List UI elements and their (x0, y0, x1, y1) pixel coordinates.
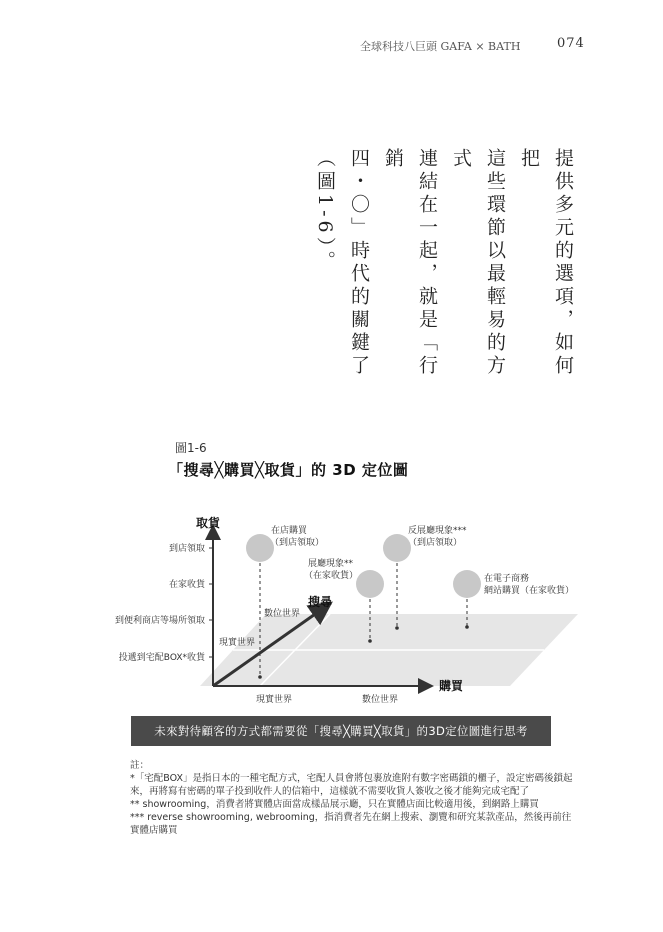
point-marker (258, 675, 262, 679)
z-axis-title: 搜尋 (308, 595, 333, 609)
position-circle (356, 570, 384, 598)
body-line: 這些環節以最輕易的方式 (450, 148, 506, 378)
point-label: （在家收貨） (304, 571, 359, 581)
y-tick-label: 在家收貨 (168, 580, 205, 590)
position-circle (453, 570, 481, 598)
figure-title: 「搜尋╳購買╳取貨」的 3D 定位圖 (168, 461, 409, 479)
point-marker (368, 639, 372, 643)
point-label: （到店領取） (270, 538, 325, 548)
figure-caption: 未來對待顧客的方式都需要從「搜尋╳購買╳取貨」的3D定位圖進行思考 (131, 716, 551, 746)
body-line: 連結在一起，就是「行銷 (382, 148, 438, 378)
notes-heading: 註： (130, 760, 150, 771)
point-label: 在電子商務 (484, 574, 530, 584)
footnote: ** showrooming，消費者將實體店面當成樣品展示廳，只在實體店面比較適用後，到網路上購買 (130, 799, 539, 810)
footnotes (130, 759, 580, 837)
point-label: 在店購買 (271, 526, 308, 536)
y-tick-label: 投遞到宅配BOX*收貨 (118, 653, 205, 663)
x-tick-label: 現實世界 (255, 695, 293, 705)
z-tick-label: 數位世界 (264, 609, 301, 619)
y-tick-label: 到便利商店等場所領取 (114, 616, 205, 626)
point-marker (465, 625, 469, 629)
point-label: 展廳現象** (308, 559, 354, 569)
point-label: 網站購買（在家收貨） (484, 586, 575, 596)
point-marker (395, 626, 399, 630)
z-tick-label: 現實世界 (219, 638, 256, 648)
body-line: （圖1-6）。 (314, 148, 336, 274)
x-axis-title: 購買 (439, 679, 464, 693)
page-number: 074 (557, 36, 585, 51)
footnote: *** reverse showrooming, webrooming，指消費者先在網上搜索、瀏覽和研究某款產品，然後再前往實體店購買 (130, 812, 572, 836)
running-header: 全球科技八巨頭 GAFA × BATH (360, 40, 521, 53)
body-line: 四・〇」時代的關鍵了 (348, 148, 370, 378)
y-axis-title: 取貨 (196, 516, 221, 530)
figure-label: 圖1-6 (175, 441, 207, 455)
point-label: （到店領取） (408, 538, 463, 548)
body-line: 提供多元的選項，如何把 (518, 148, 574, 378)
position-circle (383, 534, 411, 562)
y-tick-label: 到店領取 (168, 544, 205, 554)
x-tick-label: 數位世界 (361, 695, 399, 705)
point-label: 反展廳現象*** (408, 526, 467, 536)
footnote: *「宅配BOX」是指日本的一種宅配方式，宅配人員會將包裹放進附有數字密碼鎖的櫃子，設定密碼後鎖起來，再將寫有密碼的單子投到收件人的信箱中，這樣就不需要收貨人簽收之後才能夠完成宅配了 (130, 773, 573, 797)
